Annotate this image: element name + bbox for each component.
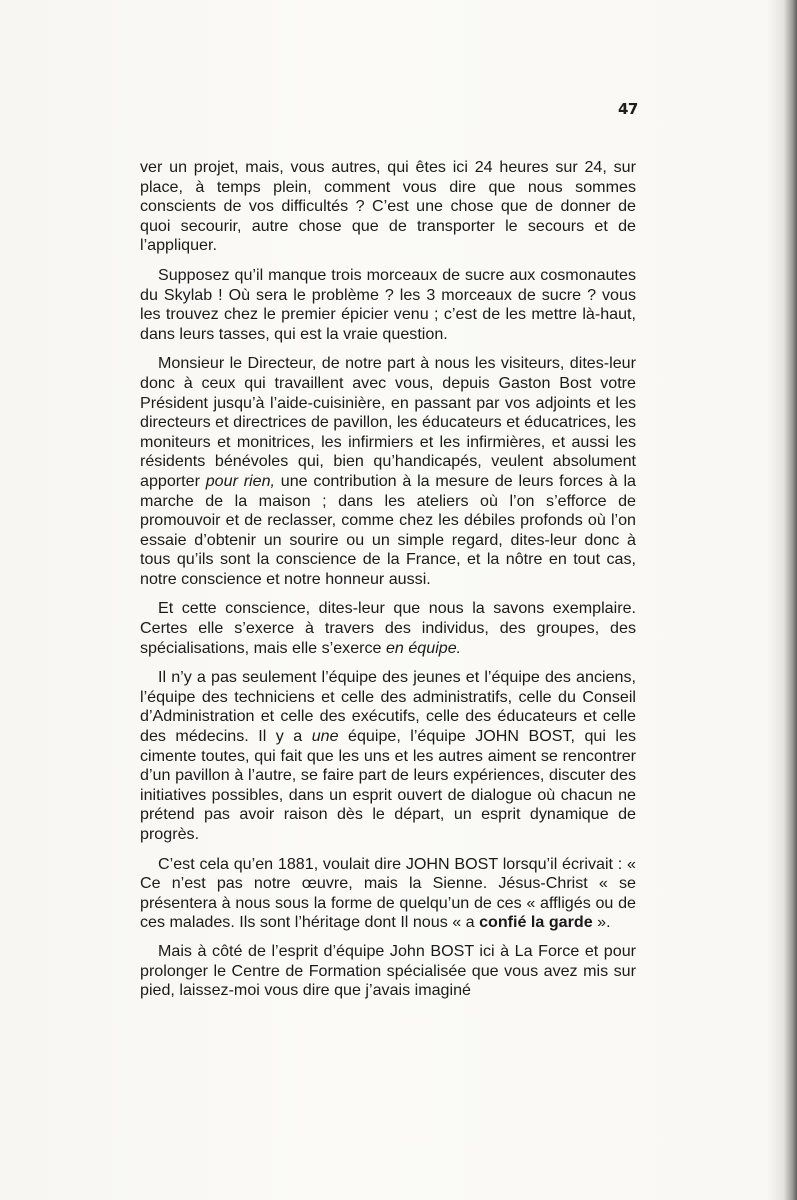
paragraph-4 — [140, 599, 636, 658]
paragraph-5 — [140, 668, 636, 844]
paragraph-3 — [140, 354, 636, 589]
paragraph-1 — [140, 158, 636, 256]
paragraph-3-text-a: Monsieur le Directeur, de notre part à nous les visiteurs, dites-leur donc à ceux qui travaillent avec vous, depuis Gaston Bost votre Président jusqu’à l’aide-cuisinière, en passant par vos adjoints et les directeurs et directrices de pavillon, les éducateurs et éducatrices, les moniteurs et monitrices, les infirmiers et les infirmières, et aussi les résidents bénévoles qui, bien qu’handicapés, veulent absolument apporter — [140, 354, 636, 490]
paragraph-5-emphasis: une — [311, 727, 339, 746]
body-text — [140, 158, 636, 1011]
paragraph-4-text: Et cette conscience, dites-leur que nous la savons exemplaire. Certes elle s’exerce à travers des individus, des groupes, des spécialisations, mais elle s’exerce — [140, 599, 636, 657]
paragraph-5-text-b: équipe, l’équipe JOHN BOST, qui les cimente toutes, qui fait que les uns et les autres aiment se rencontrer d’un pavillon à l’autre, se faire part de leurs expériences, discuter des initiatives possibles, dans un esprit ouvert de dialogue où chacun ne prétend pas avoir raison dès le départ, un esprit dynamique de progrès. — [140, 727, 636, 843]
paragraph-1-text: ver un projet, mais, vous autres, qui êtes ici 24 heures sur 24, sur place, à temps plein, comment vous dire que nous sommes conscients de vos difficultés ? C’est une chose que de donner de quoi secourir, autre chose que de transporter le secours et de l’appliquer. — [140, 158, 636, 255]
paragraph-2-text: Supposez qu’il manque trois morceaux de sucre aux cosmonautes du Skylab ! Où sera le problème ? les 3 morceaux de sucre ? vous les trouvez chez le premier épicier venu ; c’est de les mettre là-haut, dans leurs tasses, qui est la vraie question. — [140, 265, 636, 343]
paragraph-5-text-a: Il n’y a pas seulement l’équipe des jeunes et l’équipe des anciens, l’équipe des techniciens et celle des administratifs, celle du Conseil d’Administration et celle des exécutifs, celle des éducateurs et celle des médecins. Il y a — [140, 668, 636, 746]
paragraph-6-text-a: C’est cela qu’en 1881, voulait dire JOHN BOST lorsqu’il écrivait : « Ce n’est pas notre œuvre, mais la Sienne. Jésus-Christ « se présentera à nous sous la forme de quelqu’un de ces « affligés ou de ces malades. Ils sont l’héritage dont Il nous « a — [140, 854, 636, 932]
page-binding-edge — [767, 0, 797, 1200]
paragraph-6 — [140, 855, 636, 933]
paragraph-3-text-b: une contribution à la mesure de leurs forces à la marche de la maison ; dans les ateliers où l’on s’efforce de promouvoir et de reclasser, comme chez les débiles profonds où l’on essaie d’obtenir un sourire ou un simple regard, dites-leur donc à tous qu’ils sont la conscience de la France, et la nôtre en tout cas, notre conscience et notre honneur aussi. — [140, 471, 636, 588]
paragraph-6-text-b: ». — [592, 913, 611, 932]
page-number: 47 — [618, 100, 638, 118]
paragraph-6-bold: confié la garde — [479, 913, 593, 932]
paragraph-7 — [140, 942, 636, 1001]
paragraph-2 — [140, 266, 636, 344]
paragraph-7-text: Mais à côté de l’esprit d’équipe John BOST ici à La Force et pour prolonger le Centre de Formation spécialisée que vous avez mis sur pied, laissez-moi vous dire que j’avais imaginé — [140, 941, 636, 1000]
paragraph-3-emphasis: pour rien, — [205, 471, 276, 490]
paragraph-4-emphasis: en équipe. — [385, 638, 462, 657]
